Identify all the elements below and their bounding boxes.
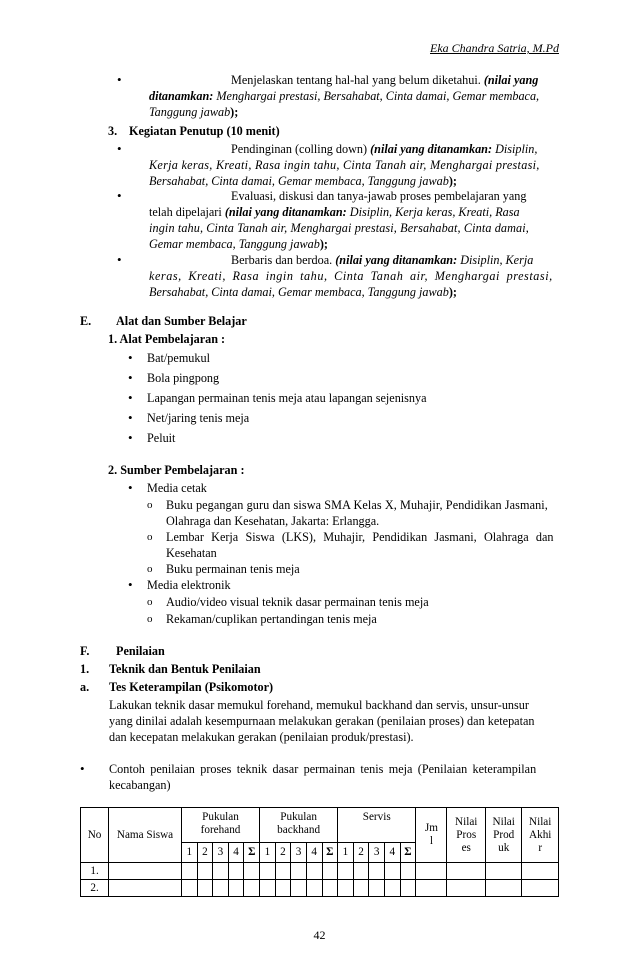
cell xyxy=(338,880,354,897)
alat-item: Lapangan permainan tenis meja atau lapangan sejenisnya xyxy=(147,391,427,405)
circle-bullet-icon: o xyxy=(147,563,153,575)
value-list: Disiplin, xyxy=(495,142,538,156)
elektronik-item-1: Audio/video visual teknik dasar permainan tenis meja xyxy=(166,595,429,609)
alat-title: 1. Alat Pembelajaran : xyxy=(108,332,226,346)
section-f-sub1-title: Teknik dan Bentuk Penilaian xyxy=(109,662,261,676)
sub-col: 4 xyxy=(306,843,322,863)
cell xyxy=(522,863,559,880)
bullet-icon: • xyxy=(128,410,133,425)
sub-col-sum: Σ xyxy=(322,843,338,863)
bullet-icon: • xyxy=(117,252,122,267)
section-f-title: Penilaian xyxy=(116,644,165,658)
cell xyxy=(275,863,291,880)
header-nilai-akhir xyxy=(522,808,559,863)
cell xyxy=(322,880,338,897)
cell xyxy=(181,880,197,897)
sub-col: 2 xyxy=(275,843,291,863)
value-list: Disiplin, Kerja keras, Kreati, Rasa xyxy=(349,205,520,219)
sub-col: 4 xyxy=(384,843,400,863)
value-list: Bersahabat, Cinta damai, Gemar membaca, Tanggung jawab xyxy=(149,285,449,299)
cell xyxy=(291,863,307,880)
penilaian-table xyxy=(80,807,559,897)
penutup-b2-line4 xyxy=(149,236,328,252)
header-jumlah-line2: l xyxy=(429,835,433,847)
value-end: ); xyxy=(230,105,239,119)
header-backhand-line2: backhand xyxy=(277,824,321,836)
header-nilai-produk xyxy=(486,808,522,863)
cetak-item-1-line1: Buku pegangan guru dan siswa SMA Kelas X, Muhajir, Pendidikan Jasmani, xyxy=(166,498,548,512)
penutup-b2-line3: ingin tahu, Cinta Tanah air, Menghargai prestasi, Bersahabat, Cinta damai, xyxy=(149,221,529,235)
page-header-author: Eka Chandra Satria, M.Pd xyxy=(430,41,559,55)
header-jumlah-line1: Jm xyxy=(424,822,438,834)
cell xyxy=(291,880,307,897)
cell xyxy=(260,880,276,897)
cetak-item-3: Buku permainan tenis meja xyxy=(166,562,300,576)
cell xyxy=(244,863,260,880)
bullet-icon: • xyxy=(128,480,133,495)
header-forehand xyxy=(181,808,259,843)
penutup-b3-line2: keras, Kreati, Rasa ingin tahu, Cinta Tanah air, Menghargai prestasi, xyxy=(149,269,553,283)
header-line: uk xyxy=(498,841,510,854)
bullet-icon: • xyxy=(128,577,133,592)
cell xyxy=(416,880,447,897)
cell xyxy=(322,863,338,880)
cetak-item-2-line1: Lembar Kerja Siswa (LKS), Muhajir, Pendidikan Jasmani, Olahraga dan xyxy=(166,530,554,544)
sub-col: 1 xyxy=(260,843,276,863)
penutup-b3-line3 xyxy=(149,284,457,300)
circle-bullet-icon: o xyxy=(147,531,153,543)
media-elektronik-label: Media elektronik xyxy=(147,578,231,592)
elektronik-item-2: Rekaman/cuplikan pertandingan tenis meja xyxy=(166,612,377,626)
cell xyxy=(384,863,400,880)
cell xyxy=(244,880,260,897)
bullet-text: telah dipelajari xyxy=(149,205,222,219)
cell xyxy=(197,863,213,880)
header-servis: Servis xyxy=(338,808,416,843)
sub-col: 3 xyxy=(291,843,307,863)
alat-item: Bat/pemukul xyxy=(147,351,210,365)
cell xyxy=(384,880,400,897)
penutup-b1-line2: Kerja keras, Kreati, Rasa ingin tahu, Cinta Tanah air, Menghargai prestasi, xyxy=(149,158,540,172)
closing-bullet1-line2 xyxy=(149,88,539,104)
section-f-sub1-number: 1. xyxy=(80,662,90,676)
cetak-item-1-line2: Olahraga dan Kesehatan, Jakarta: Erlangga. xyxy=(166,514,380,528)
circle-bullet-icon: o xyxy=(147,596,153,608)
header-line: Akhi xyxy=(529,828,552,841)
sub-col: 2 xyxy=(353,843,369,863)
row-number: 2. xyxy=(81,880,109,897)
cell xyxy=(447,880,486,897)
header-line: Pros xyxy=(456,828,477,841)
contoh-line2: kecabangan) xyxy=(109,778,171,792)
cell xyxy=(213,880,229,897)
header-line: Nilai xyxy=(529,815,552,828)
sub-col: 4 xyxy=(228,843,244,863)
value-list: Bersahabat, Cinta damai, Gemar membaca, Tanggung jawab xyxy=(149,174,449,188)
cell xyxy=(400,863,416,880)
header-forehand-line2: forehand xyxy=(200,824,241,836)
section-f-suba-title: Tes Keterampilan (Psikomotor) xyxy=(109,680,274,694)
alat-item: Peluit xyxy=(147,431,176,445)
value-list: Disiplin, Kerja xyxy=(460,253,534,267)
cell xyxy=(369,863,385,880)
sub-col: 1 xyxy=(181,843,197,863)
bullet-icon: • xyxy=(128,350,133,365)
table-row xyxy=(81,880,559,897)
cell xyxy=(306,880,322,897)
cell xyxy=(522,880,559,897)
cell xyxy=(228,880,244,897)
cell xyxy=(260,863,276,880)
sumber-title: 2. Sumber Pembelajaran : xyxy=(108,463,245,477)
bullet-text: Pendinginan (colling down) xyxy=(231,142,368,156)
table-row xyxy=(81,863,559,880)
header-backhand xyxy=(260,808,338,843)
penutup-b1-line3 xyxy=(149,173,457,189)
cell xyxy=(353,863,369,880)
header-no: No xyxy=(81,808,109,863)
penilaian-paragraph-line3: dan kecepatan melakukan gerakan (penilaian produk/prestasi). xyxy=(109,730,414,744)
contoh-line1: Contoh penilaian proses teknik dasar permainan tenis meja (Penilaian keterampilan xyxy=(109,762,537,776)
cell xyxy=(338,863,354,880)
alat-item: Net/jaring tenis meja xyxy=(147,411,250,425)
cell xyxy=(486,863,522,880)
penilaian-paragraph-line1: Lakukan teknik dasar memukul forehand, memukul backhand dan servis, unsur-unsur xyxy=(109,698,530,712)
cell xyxy=(416,863,447,880)
value-list: Tanggung jawab xyxy=(149,105,231,119)
header-jumlah xyxy=(416,808,447,863)
bullet-icon: • xyxy=(128,370,133,385)
section-f-letter: F. xyxy=(80,644,90,658)
cell xyxy=(197,880,213,897)
sub-col-sum: Σ xyxy=(400,843,416,863)
penutup-b2-line2 xyxy=(149,204,520,220)
sub-col: 2 xyxy=(197,843,213,863)
media-cetak-label: Media cetak xyxy=(147,481,207,495)
sub-col: 1 xyxy=(338,843,354,863)
header-line: es xyxy=(461,841,471,854)
bullet-icon: • xyxy=(128,390,133,405)
cell xyxy=(181,863,197,880)
penutup-title: Kegiatan Penutup (10 menit) xyxy=(129,124,280,138)
cell xyxy=(447,863,486,880)
row-number: 1. xyxy=(81,863,109,880)
circle-bullet-icon: o xyxy=(147,613,153,625)
cetak-item-2-line2: Kesehatan xyxy=(166,546,217,560)
cell xyxy=(353,880,369,897)
value-list: Menghargai prestasi, Bersahabat, Cinta damai, Gemar membaca, xyxy=(216,89,540,103)
cell xyxy=(275,880,291,897)
header-line: r xyxy=(538,841,543,854)
cell xyxy=(109,863,182,880)
value-tag: (nilai yang ditanamkan: xyxy=(370,142,493,156)
value-tag: (nilai yang ditanamkan: xyxy=(224,205,347,219)
cell xyxy=(486,880,522,897)
bullet-text: Menjelaskan tentang hal-hal yang belum diketahui. xyxy=(231,73,481,87)
value-end: ); xyxy=(319,237,328,251)
value-tag: (nilai yang ditanamkan: xyxy=(335,253,458,267)
cell xyxy=(400,880,416,897)
value-list: Gemar membaca, Tanggung jawab xyxy=(149,237,320,251)
penutup-b1-line1 xyxy=(231,141,537,157)
value-end: ); xyxy=(448,285,457,299)
penutup-b2-line1: Evaluasi, diskusi dan tanya-jawab proses pembelajaran yang xyxy=(231,189,527,203)
cell xyxy=(306,863,322,880)
value-tag: (nilai yang xyxy=(483,73,539,87)
value-end: ); xyxy=(448,174,457,188)
bullet-icon: • xyxy=(117,72,122,87)
table-header-row xyxy=(81,808,559,843)
sub-col: 3 xyxy=(213,843,229,863)
closing-bullet1-line3 xyxy=(149,104,238,120)
header-backhand-line1: Pukulan xyxy=(280,811,317,823)
bullet-icon: • xyxy=(117,188,122,203)
header-forehand-line1: Pukulan xyxy=(202,811,239,823)
cell xyxy=(228,863,244,880)
alat-item: Bola pingpong xyxy=(147,371,220,385)
header-line: Nilai xyxy=(455,815,478,828)
sub-col-sum: Σ xyxy=(244,843,260,863)
cell xyxy=(109,880,182,897)
sub-col: 3 xyxy=(369,843,385,863)
bullet-text: Berbaris dan berdoa. xyxy=(231,253,333,267)
header-line: Prod xyxy=(493,828,515,841)
value-tag: ditanamkan: xyxy=(149,89,214,103)
header-line: Nilai xyxy=(492,815,515,828)
header-nilai-proses xyxy=(447,808,486,863)
cell xyxy=(369,880,385,897)
bullet-icon: • xyxy=(128,430,133,445)
bullet-icon: • xyxy=(117,141,122,156)
header-nama-siswa: Nama Siswa xyxy=(109,808,182,863)
closing-bullet1-line1 xyxy=(231,72,538,88)
cell xyxy=(213,863,229,880)
circle-bullet-icon: o xyxy=(147,499,153,511)
section-f-suba-letter: a. xyxy=(80,680,90,694)
penilaian-paragraph-line2: yang dinilai adalah kesempurnaan melakukan gerakan (penilaian proses) dan ketepatan xyxy=(109,714,535,728)
page-number: 42 xyxy=(313,928,326,942)
penutup-number: 3. xyxy=(108,124,118,138)
bullet-icon: • xyxy=(80,761,85,776)
section-e-title: Alat dan Sumber Belajar xyxy=(116,314,247,328)
section-e-letter: E. xyxy=(80,314,92,328)
penutup-b3-line1 xyxy=(231,252,533,268)
